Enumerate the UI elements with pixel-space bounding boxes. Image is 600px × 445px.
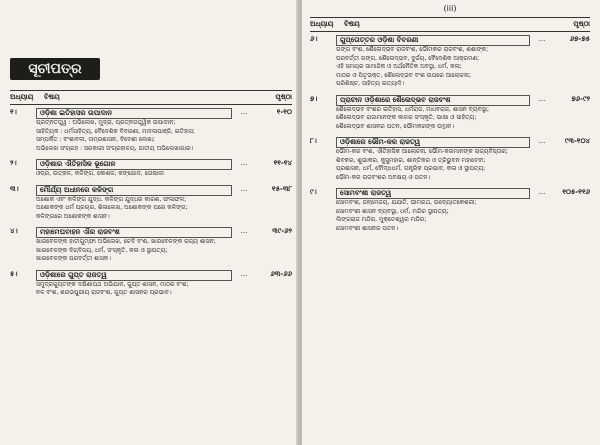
chapter-title: ସୋମବଂଶୀ ରାଜତ୍ୱ [336,188,530,199]
toc-entry-row [10,227,292,238]
toc-entry [10,108,292,153]
topic-line: ଶୈଳୋଦ୍ଭବ ବଂଶର ଇତିହାସ, ଧର୍ମରାଜ, ମାଧବରାଜ, ଶାସନ ବ୍ୟବସ୍ଥା; [336,105,489,113]
chapter-number: ୮। [310,137,317,145]
chapter-title: ମୌର୍ଯ୍ୟ ଅଧୀନରେ କଳିଙ୍ଗ [36,185,232,196]
toc-entry-row [10,270,292,281]
topic-line: କଳିଙ୍ଗରେ ଅଶୋକଙ୍କ ଶାସନ। [36,212,110,220]
topic-line: ଶୈଳୋଦ୍ଭବ ରାଜାମାନଙ୍କ କାଳର ସଂସ୍କୃତି, ଭାଷା ଓ ସାହିତ୍ୟ; [336,114,477,121]
chapter-title: ଗୁପ୍ତୋତ୍ତର ଓଡ଼ିଶା ବିବରଣୀ [336,35,530,46]
chapter-title: ଓଡ଼ିଶାରେ ଭୌମ-କର ରାଜତ୍ୱ [336,137,530,148]
topic-line: ଅଶୋକଙ୍କ ଧର୍ମ ପ୍ରଚାର, ଶିଳାଲେଖ, ଅଶୋକଙ୍କ ପରେ କଳିଙ୍ଗ; [36,204,188,211]
topic-line: ସମୁଦ୍ରଗୁପ୍ତଙ୍କ ଦକ୍ଷିଣାପଥ ଅଭିଯାନ, ଗୁପ୍ତ ଶାସନ, ମାଠର ବଂଶ; [36,280,189,288]
chapter-number: ୧। [10,108,17,116]
left-column-headers [10,90,292,105]
leader-dots: ... [240,269,248,278]
toc-entry-row [10,185,292,196]
chapter-number: ୫। [10,269,18,278]
toc-entry [310,35,590,89]
topic-line: ଶିବକର, ଶୁଭାକର, କୁସୁମହାର, ଶାନ୍ତିକର ଓ ତ୍ରିଭୁବନ ମହାଦେବୀ; [336,156,486,164]
toc-entry [310,95,590,132]
toc-entry [310,188,590,233]
leader-dots: ... [240,159,248,167]
page-range: ୧୫-୩୮ [271,184,292,193]
leader-dots: ... [538,188,546,196]
header-page: ପୃଷ୍ଠା [573,20,590,28]
page-range: ୭୬-୯୨ [571,94,590,103]
topic-line: ଶୈଳୋଦ୍ଭବ ଶାସନର ପତନ, ଭୌମକରଙ୍କ ଉତ୍ଥାନ। [336,122,454,130]
toc-entry-row [310,188,590,199]
header-chapter: ଅଧ୍ୟାୟ [310,20,334,28]
page-range: ୯୩-୧୦୪ [564,137,590,145]
leader-dots: ... [538,35,546,43]
toc-entry [10,270,292,298]
header-subject: ବିଷୟ [344,20,360,28]
left-page [0,0,298,445]
toc-entry [10,227,292,264]
header-subject: ବିଷୟ [44,93,60,101]
topic-line: ଓଡ୍ର, ଉତ୍କଳ, କଳିଙ୍ଗ, କୋଶଳ, କଙ୍ଗୋଦ, ତୋଷାଳୀ [36,170,164,177]
header-chapter: ଅଧ୍ୟାୟ [10,93,34,101]
topic-line: ଗଙ୍ଗ ବଂଶ, ଶୈଳୋଦ୍ଭବ ରାଜବଂଶ, ଭୌମକର ରାଜବଂଶ, ଶଶାଙ୍କ; [336,46,489,53]
leader-dots: ... [538,94,546,103]
right-column-headers [310,17,590,32]
toc-entry-row [310,35,590,46]
toc-entry-row [310,95,590,106]
toc-entry-row [10,108,292,119]
chapter-title: ପ୍ରାଚୀନ ଓଡ଼ିଶାରେ ଶୈଳୋଦ୍ଭବ ରାଜବଂଶ [336,95,530,106]
toc-entry-row [310,137,590,148]
page-range: ୧୧-୧୪ [273,159,292,167]
topic-line: ପରବର୍ତ୍ତୀ ଗଙ୍ଗ, ଶୈଳୋଦ୍ଭବ, ଦୁର୍ଜୟ, ବୈଦେଶିକ ଆକ୍ରମଣ; [336,54,480,62]
topic-line: ସମ୍ପର୍କିତ : ବଂଶାବଳୀ, ତାମ୍ରଶାସନ, ବିଦେଶୀ ଲେଖା; [36,136,155,143]
toc-entry [10,159,292,179]
chapter-number: ୭। [310,94,318,103]
leader-dots: ... [240,184,248,193]
chapter-number: ୪। [10,227,18,235]
page-range: ୧-୧୦ [276,108,292,116]
toc-entry [10,185,292,222]
topic-line: ଖାରବେଳଙ୍କ ହାତୀଗୁମ୍ଫା ଅଭିଲେଖ, ଚେଦି ବଂଶ, ଖାରବେଳଙ୍କ ରାଜ୍ୟ ଶାସନ; [36,238,216,245]
topic-line: ଭୌମ-କର ରାଜବଂଶର ଅବକ୍ଷୟ ଓ ପତନ। [336,173,431,181]
topic-line: ଖାରବେଳଙ୍କ ପରବର୍ତ୍ତୀ ଶାସକ। [36,255,111,262]
page-range: ୬୭-୭୫ [569,35,590,43]
leader-dots: ... [240,227,248,235]
right-page [302,0,600,445]
chapter-number: ୯। [310,188,317,196]
topic-line: ମାଠର ଓ ପିତୃଭକ୍ତ, ଶୈଳୋଦ୍ଭବ ବଂଶ ଉପରେ ଆଲୋଚନା; [336,71,471,79]
page-number: (iii) [443,4,457,13]
leader-dots: ... [538,137,546,145]
topic-line: ଲିଙ୍ଗରାଜ ମନ୍ଦିର, ମୁକ୍ତେଶ୍ୱର ମନ୍ଦିର; [336,216,427,223]
toc-entry [310,137,590,182]
contents-title: ସୂଚୀପତ୍ର [10,58,100,80]
chapter-number: ୨। [10,159,17,167]
chapter-title: ଓଡ଼ିଶାରେ ଗୁପ୍ତ ରାଜତ୍ୱ [36,270,232,281]
topic-line: ସୋମବଂଶ, ଜନ୍ମେଜୟ, ଯଯାତି, ଭୀମରଥ, ଉଦ୍ୟୋତକେଶରୀ; [336,199,477,206]
toc-entry-row [10,159,292,170]
chapter-title: ଓଡ଼ିଶାର ଐତିହାସିକ ଭୂଗୋଳ [36,159,232,170]
header-page: ପୃଷ୍ଠା [275,93,292,101]
page-range: ୬୩-୬୬ [270,269,292,278]
topic-line: ସୋମବଂଶୀ ଶାସନର ପତନ। [336,224,399,232]
page-range: ୩୯-୬୨ [272,227,292,235]
topic-line: ଖାରବେଳଙ୍କ ଦିଗ୍‌ବିଜୟ, ଧର୍ମ, ସଂସ୍କୃତି, କଳା ଓ ସ୍ଥାପତ୍ୟ; [36,246,168,254]
topic-line: ପ୍ରଶାସନ, ଧର୍ମ, ବୌଦ୍ଧଧର୍ମ, ତାନ୍ତ୍ରିକ ପ୍ରଭାବ, କଳା ଓ ସ୍ଥାପତ୍ୟ; [336,165,486,172]
page-range: ୧୦୫-୧୧୬ [562,188,590,196]
chapter-number: ୬। [310,35,318,43]
topic-line: ସୋମବଂଶୀ ଶାସନ ବ୍ୟବସ୍ଥା, ଧର୍ମ, ମନ୍ଦିର ସ୍ଥାପତ୍ୟ; [336,207,449,215]
left-entries [10,108,292,298]
chapter-title: ଓଡ଼ିଶା ଇତିହାସର ଉପାଦାନ [36,108,232,119]
chapter-title: ମହାମେଘବାହନ ଐର ରାଜବଂଶ [36,227,232,238]
topic-line: ଅଭିଲେଖ ସଂଗ୍ରହ : ସରକାରୀ ସଂଗ୍ରହାଳୟ, ଜାତୀୟ ଅଭିଲେଖାଗାର। [36,144,194,152]
right-entries [310,35,590,233]
chapter-number: ୩। [10,184,19,193]
topic-line: ଏହି ସମୟର ସାମାଜିକ ଓ ଅର୍ଥନୈତିକ ଅବସ୍ଥା, ଧର୍ମ, କଳା; [336,63,462,70]
topic-line: ଭୌମ-କର ବଂଶ, ଐତିହାସିକ ଆଲୋଚନା, ଭୌମ-କରମାନଙ୍କ ରାଜ୍ୟବିସ୍ତାର; [336,148,508,155]
leader-dots: ... [240,108,248,116]
topic-line: ସାହିତ୍ୟିକ : ଧର୍ମସାହିତ୍ୟ, ବୈଦେଶିକ ବିବରଣୀ, ମାଦଳାପାଞ୍ଜି, ଇତିହାସ; [36,127,195,135]
topic-line: ନଳ ବଂଶ, ଶରଭପୁରୀୟ ରାଜବଂଶ, ଗୁପ୍ତ ଶାସନର ପ୍ରଭାବ। [36,289,172,296]
topic-line: ପ୍ରତ୍ନତତ୍ତ୍ୱ : ଅଭିଲେଖ, ମୁଦ୍ରା, ପ୍ରତ୍ନତାତ୍ତ୍ୱିକ ଉପାଦାନ; [36,119,176,126]
topic-line: ପରିଶିଷ୍ଟ, ସାହିତ୍ୟ ଇତ୍ୟାଦି। [336,80,405,87]
topic-line: ଅଶୋକ ଏବଂ କଳିଙ୍ଗ ଯୁଦ୍ଧ, କଳିଙ୍ଗ ଯୁଦ୍ଧର କାରଣ, ଫଳାଫଳ; [36,195,187,203]
